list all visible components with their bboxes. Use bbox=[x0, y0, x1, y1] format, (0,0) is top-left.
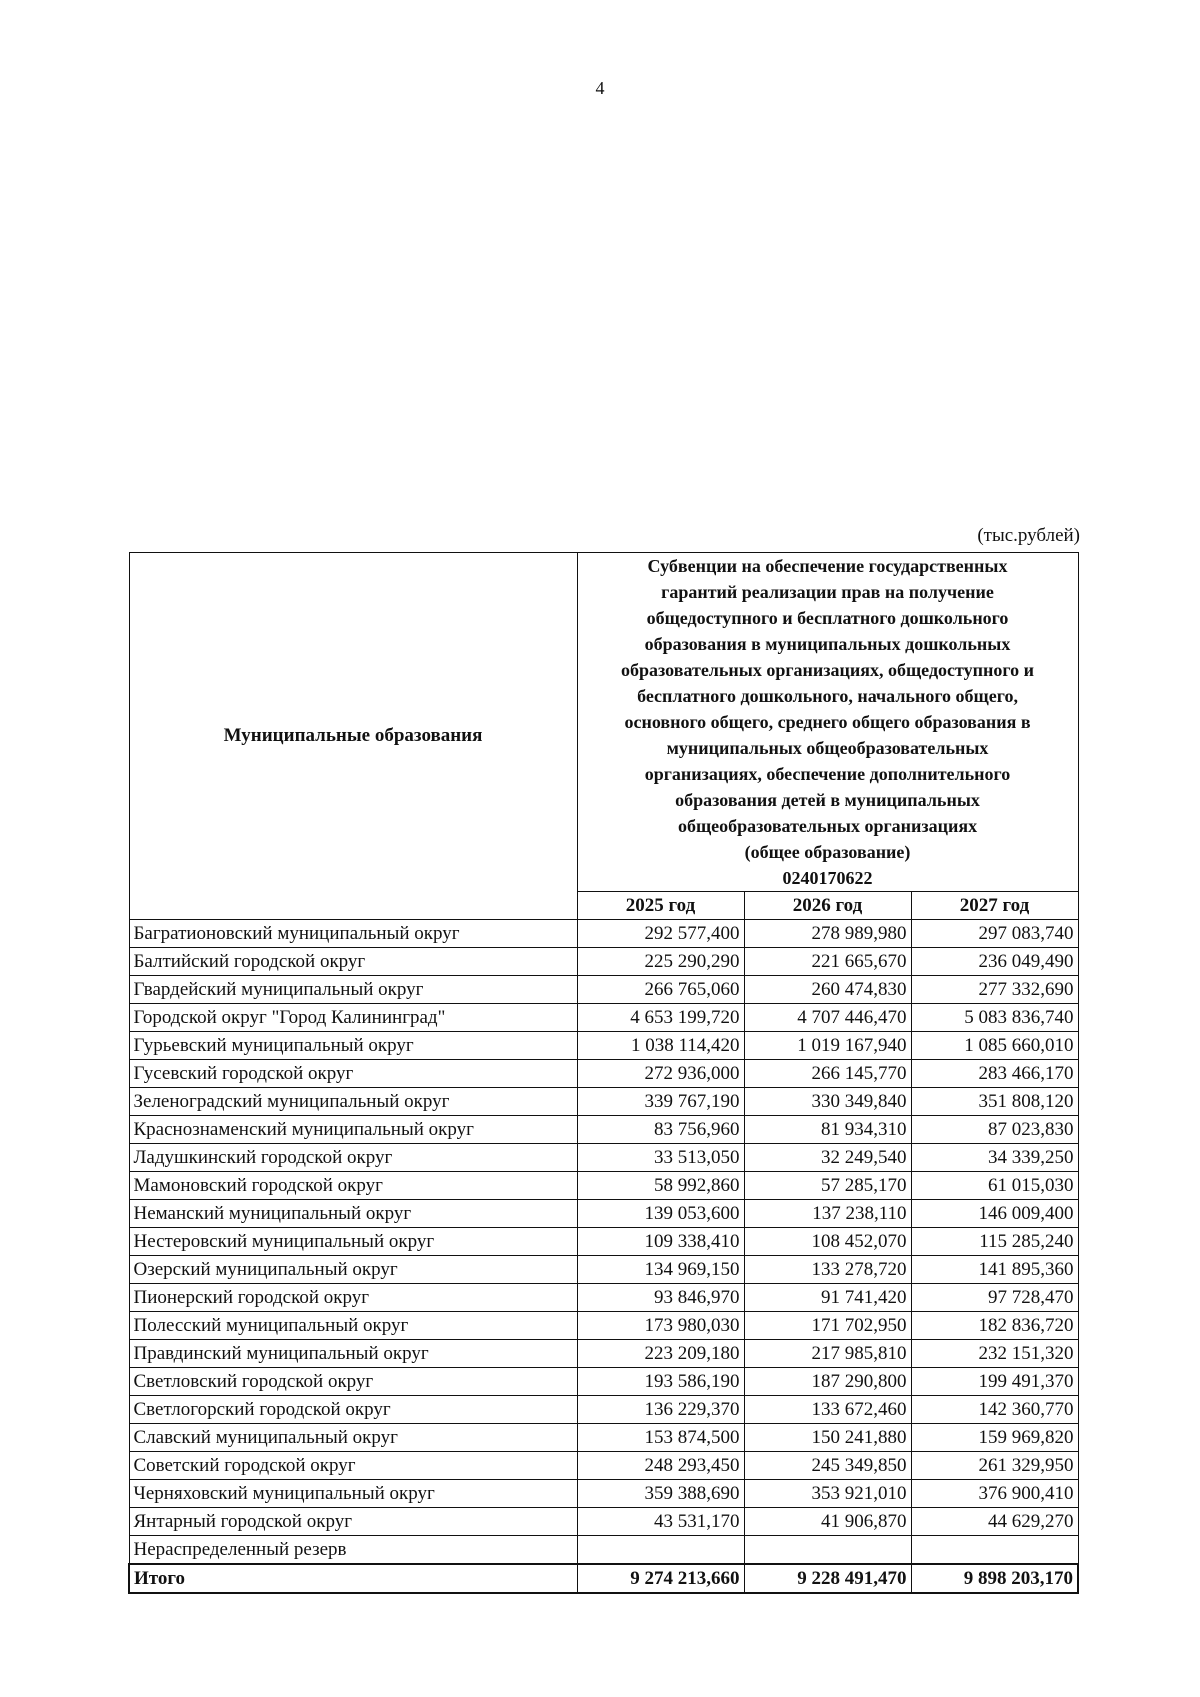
table-row bbox=[129, 1396, 1078, 1424]
value-2027: 297 083,740 bbox=[911, 920, 1078, 948]
value-2026: 150 241,880 bbox=[744, 1424, 911, 1452]
value-2027: 236 049,490 bbox=[911, 948, 1078, 976]
value-2026: 57 285,170 bbox=[744, 1172, 911, 1200]
header-subsidy-description bbox=[577, 553, 1078, 892]
value-2027: 283 466,170 bbox=[911, 1060, 1078, 1088]
value-2025: 43 531,170 bbox=[577, 1508, 744, 1536]
value-2027: 1 085 660,010 bbox=[911, 1032, 1078, 1060]
total-row bbox=[129, 1564, 1078, 1593]
value-2027: 87 023,830 bbox=[911, 1116, 1078, 1144]
table-row bbox=[129, 1172, 1078, 1200]
value-2027: 61 015,030 bbox=[911, 1172, 1078, 1200]
subsidies-table bbox=[128, 552, 1079, 1594]
value-2025: 266 765,060 bbox=[577, 976, 744, 1004]
value-2025: 1 038 114,420 bbox=[577, 1032, 744, 1060]
municipality-name: Нестеровский муниципальный округ bbox=[129, 1228, 577, 1256]
value-2026: 137 238,110 bbox=[744, 1200, 911, 1228]
header-desc-line: образования детей в муниципальных bbox=[675, 790, 980, 810]
header-desc-line: образовательных организациях, общедоступного и bbox=[621, 660, 1034, 680]
table-row bbox=[129, 1508, 1078, 1536]
table-row bbox=[129, 1284, 1078, 1312]
table-row bbox=[129, 1144, 1078, 1172]
value-2026: 81 934,310 bbox=[744, 1116, 911, 1144]
page-number: 4 bbox=[595, 78, 605, 98]
value-2025: 134 969,150 bbox=[577, 1256, 744, 1284]
table-row bbox=[129, 1060, 1078, 1088]
value-2027: 277 332,690 bbox=[911, 976, 1078, 1004]
header-desc-line: основного общего, среднего общего образования в bbox=[624, 712, 1031, 732]
value-2027: 44 629,270 bbox=[911, 1508, 1078, 1536]
value-2026: 353 921,010 bbox=[744, 1480, 911, 1508]
value-2026: 330 349,840 bbox=[744, 1088, 911, 1116]
year-2027-header: 2027 год bbox=[911, 892, 1078, 920]
value-2026: 187 290,800 bbox=[744, 1368, 911, 1396]
header-desc-line: муниципальных общеобразовательных bbox=[666, 738, 989, 758]
table-row bbox=[129, 1340, 1078, 1368]
table-row bbox=[129, 1424, 1078, 1452]
value-2025: 58 992,860 bbox=[577, 1172, 744, 1200]
header-desc-line: 0240170622 bbox=[782, 868, 873, 888]
value-2027: 199 491,370 bbox=[911, 1368, 1078, 1396]
header-desc-line: организациях, обеспечение дополнительного bbox=[644, 764, 1011, 784]
table-row bbox=[129, 920, 1078, 948]
table-row bbox=[129, 1536, 1078, 1565]
municipality-name: Городской округ "Город Калининград" bbox=[129, 1004, 577, 1032]
value-2027: 141 895,360 bbox=[911, 1256, 1078, 1284]
year-2025-header: 2025 год bbox=[577, 892, 744, 920]
value-2025: 272 936,000 bbox=[577, 1060, 744, 1088]
value-2025: 173 980,030 bbox=[577, 1312, 744, 1340]
value-2027: 261 329,950 bbox=[911, 1452, 1078, 1480]
value-2026: 133 278,720 bbox=[744, 1256, 911, 1284]
value-2027: 34 339,250 bbox=[911, 1144, 1078, 1172]
value-2026: 91 741,420 bbox=[744, 1284, 911, 1312]
header-desc-line: бесплатного дошкольного, начального общего, bbox=[637, 686, 1018, 706]
municipality-name: Светловский городской округ bbox=[129, 1368, 577, 1396]
year-2026-header: 2026 год bbox=[744, 892, 911, 920]
units-label: (тыс.рублей) bbox=[977, 525, 1080, 546]
header-desc-line: общеобразовательных организациях bbox=[677, 816, 978, 836]
header-desc-line: общедоступного и бесплатного дошкольного bbox=[646, 608, 1009, 628]
value-2026: 108 452,070 bbox=[744, 1228, 911, 1256]
value-2026: 266 145,770 bbox=[744, 1060, 911, 1088]
table-row bbox=[129, 1088, 1078, 1116]
header-desc-line: Субвенции на обеспечение государственных bbox=[647, 556, 1008, 576]
value-2026: 32 249,540 bbox=[744, 1144, 911, 1172]
value-2027: 146 009,400 bbox=[911, 1200, 1078, 1228]
table-row bbox=[129, 1480, 1078, 1508]
value-2026: 4 707 446,470 bbox=[744, 1004, 911, 1032]
value-2027 bbox=[911, 1536, 1078, 1565]
municipality-name: Гвардейский муниципальный округ bbox=[129, 976, 577, 1004]
value-2026: 1 019 167,940 bbox=[744, 1032, 911, 1060]
value-2027: 115 285,240 bbox=[911, 1228, 1078, 1256]
municipality-name: Багратионовский муниципальный округ bbox=[129, 920, 577, 948]
header-municipalities: Муниципальные образования bbox=[129, 553, 577, 920]
table-row bbox=[129, 1368, 1078, 1396]
value-2025: 248 293,450 bbox=[577, 1452, 744, 1480]
header-desc-line: образования в муниципальных дошкольных bbox=[644, 634, 1011, 654]
table-row bbox=[129, 948, 1078, 976]
table-row bbox=[129, 1228, 1078, 1256]
value-2025: 225 290,290 bbox=[577, 948, 744, 976]
table-row bbox=[129, 1116, 1078, 1144]
municipality-name: Правдинский муниципальный округ bbox=[129, 1340, 577, 1368]
value-2025 bbox=[577, 1536, 744, 1565]
value-2025: 9 274 213,660 bbox=[577, 1564, 744, 1593]
value-2025: 193 586,190 bbox=[577, 1368, 744, 1396]
value-2027: 159 969,820 bbox=[911, 1424, 1078, 1452]
header-desc-line: гарантий реализации прав на получение bbox=[661, 582, 994, 602]
value-2027: 376 900,410 bbox=[911, 1480, 1078, 1508]
table-row bbox=[129, 1004, 1078, 1032]
value-2027: 232 151,320 bbox=[911, 1340, 1078, 1368]
value-2026: 260 474,830 bbox=[744, 976, 911, 1004]
municipality-name: Озерский муниципальный округ bbox=[129, 1256, 577, 1284]
value-2027: 5 083 836,740 bbox=[911, 1004, 1078, 1032]
table-row bbox=[129, 1032, 1078, 1060]
value-2027: 182 836,720 bbox=[911, 1312, 1078, 1340]
value-2025: 359 388,690 bbox=[577, 1480, 744, 1508]
municipality-name: Балтийский городской округ bbox=[129, 948, 577, 976]
value-2026: 133 672,460 bbox=[744, 1396, 911, 1424]
value-2027: 351 808,120 bbox=[911, 1088, 1078, 1116]
municipality-name: Итого bbox=[129, 1564, 577, 1593]
value-2026: 41 906,870 bbox=[744, 1508, 911, 1536]
municipality-name: Мамоновский городской округ bbox=[129, 1172, 577, 1200]
municipality-name: Ладушкинский городской округ bbox=[129, 1144, 577, 1172]
value-2025: 339 767,190 bbox=[577, 1088, 744, 1116]
table-row bbox=[129, 976, 1078, 1004]
table-row bbox=[129, 1200, 1078, 1228]
value-2026: 9 228 491,470 bbox=[744, 1564, 911, 1593]
value-2026: 278 989,980 bbox=[744, 920, 911, 948]
value-2025: 4 653 199,720 bbox=[577, 1004, 744, 1032]
value-2025: 136 229,370 bbox=[577, 1396, 744, 1424]
municipality-name: Полесский муниципальный округ bbox=[129, 1312, 577, 1340]
value-2027: 142 360,770 bbox=[911, 1396, 1078, 1424]
value-2026: 217 985,810 bbox=[744, 1340, 911, 1368]
value-2026: 245 349,850 bbox=[744, 1452, 911, 1480]
value-2025: 109 338,410 bbox=[577, 1228, 744, 1256]
value-2027: 9 898 203,170 bbox=[911, 1564, 1078, 1593]
municipality-name: Янтарный городской округ bbox=[129, 1508, 577, 1536]
table-row bbox=[129, 1256, 1078, 1284]
value-2026: 221 665,670 bbox=[744, 948, 911, 976]
header-desc-line: (общее образование) bbox=[744, 842, 911, 862]
municipality-name: Гурьевский муниципальный округ bbox=[129, 1032, 577, 1060]
municipality-name: Советский городской округ bbox=[129, 1452, 577, 1480]
value-2026: 171 702,950 bbox=[744, 1312, 911, 1340]
value-2026 bbox=[744, 1536, 911, 1565]
value-2025: 139 053,600 bbox=[577, 1200, 744, 1228]
table-header-row bbox=[129, 553, 1078, 892]
value-2025: 33 513,050 bbox=[577, 1144, 744, 1172]
value-2025: 93 846,970 bbox=[577, 1284, 744, 1312]
municipality-name: Неманский муниципальный округ bbox=[129, 1200, 577, 1228]
table-row bbox=[129, 1312, 1078, 1340]
municipality-name: Черняховский муниципальный округ bbox=[129, 1480, 577, 1508]
municipality-name: Славский муниципальный округ bbox=[129, 1424, 577, 1452]
value-2025: 223 209,180 bbox=[577, 1340, 744, 1368]
value-2025: 292 577,400 bbox=[577, 920, 744, 948]
municipality-name: Зеленоградский муниципальный округ bbox=[129, 1088, 577, 1116]
municipality-name: Гусевский городской округ bbox=[129, 1060, 577, 1088]
municipality-name: Пионерский городской округ bbox=[129, 1284, 577, 1312]
municipality-name: Светлогорский городской округ bbox=[129, 1396, 577, 1424]
municipality-name: Нераспределенный резерв bbox=[129, 1536, 577, 1565]
value-2027: 97 728,470 bbox=[911, 1284, 1078, 1312]
value-2025: 153 874,500 bbox=[577, 1424, 744, 1452]
municipality-name: Краснознаменский муниципальный округ bbox=[129, 1116, 577, 1144]
value-2025: 83 756,960 bbox=[577, 1116, 744, 1144]
table-row bbox=[129, 1452, 1078, 1480]
